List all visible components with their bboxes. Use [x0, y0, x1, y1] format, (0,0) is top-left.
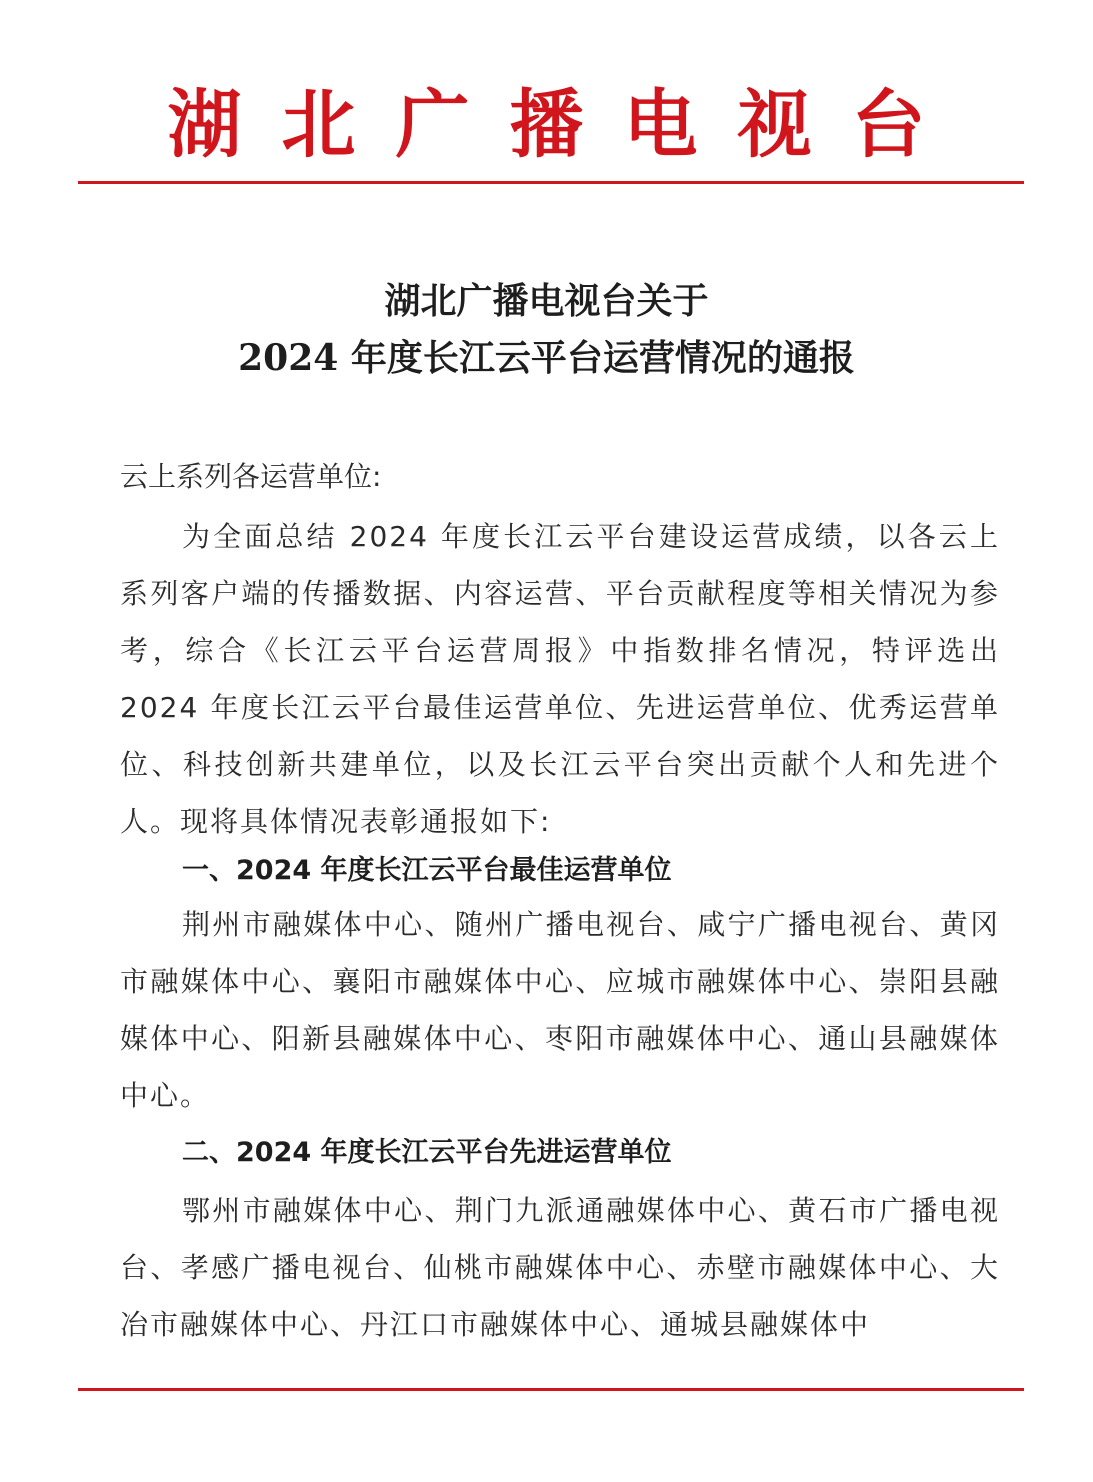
- document-title-line-1: 湖北广播电视台关于: [384, 280, 709, 322]
- section-body-best-units: 荆州市融媒体中心、随州广播电视台、咸宁广播电视台、黄冈市融媒体中心、襄阳市融媒体中心、应城市融媒体中心、崇阳县融媒体中心、阳新县融媒体中心、枣阳市融媒体中心、通山县融媒体中心。: [120, 908, 1000, 1112]
- intro-paragraph: 为全面总结 2024 年度长江云平台建设运营成绩，以各云上系列客户端的传播数据、内容运营、平台贡献程度等相关情况为参考，综合《长江云平台运营周报》中指数排名情况，特评选出 2024 年度长江云平台最佳运营单位、先进运营单位、优秀运营单位、科技创新共建单位，以及长江云平台突出贡献个人和先进个人。现将具体情况表彰通报如下:: [120, 520, 1000, 838]
- footer-divider: [78, 1388, 1024, 1391]
- masthead-divider: [78, 181, 1024, 184]
- section-heading-best-units: 一、2024 年度长江云平台最佳运营单位: [182, 855, 672, 886]
- salutation: 云上系列各运营单位:: [120, 460, 382, 493]
- section-heading-advanced-units: 二、2024 年度长江云平台先进运营单位: [182, 1137, 672, 1168]
- masthead-title: 湖北广播电视台: [167, 82, 966, 168]
- section-body-advanced-units: 鄂州市融媒体中心、荆门九派通融媒体中心、黄石市广播电视台、孝感广播电视台、仙桃市融媒体中心、赤壁市融媒体中心、大冶市融媒体中心、丹江口市融媒体中心、通城县融媒体中: [120, 1194, 1000, 1341]
- document-title-line-2: 2024 年度长江云平台运营情况的通报: [238, 337, 855, 379]
